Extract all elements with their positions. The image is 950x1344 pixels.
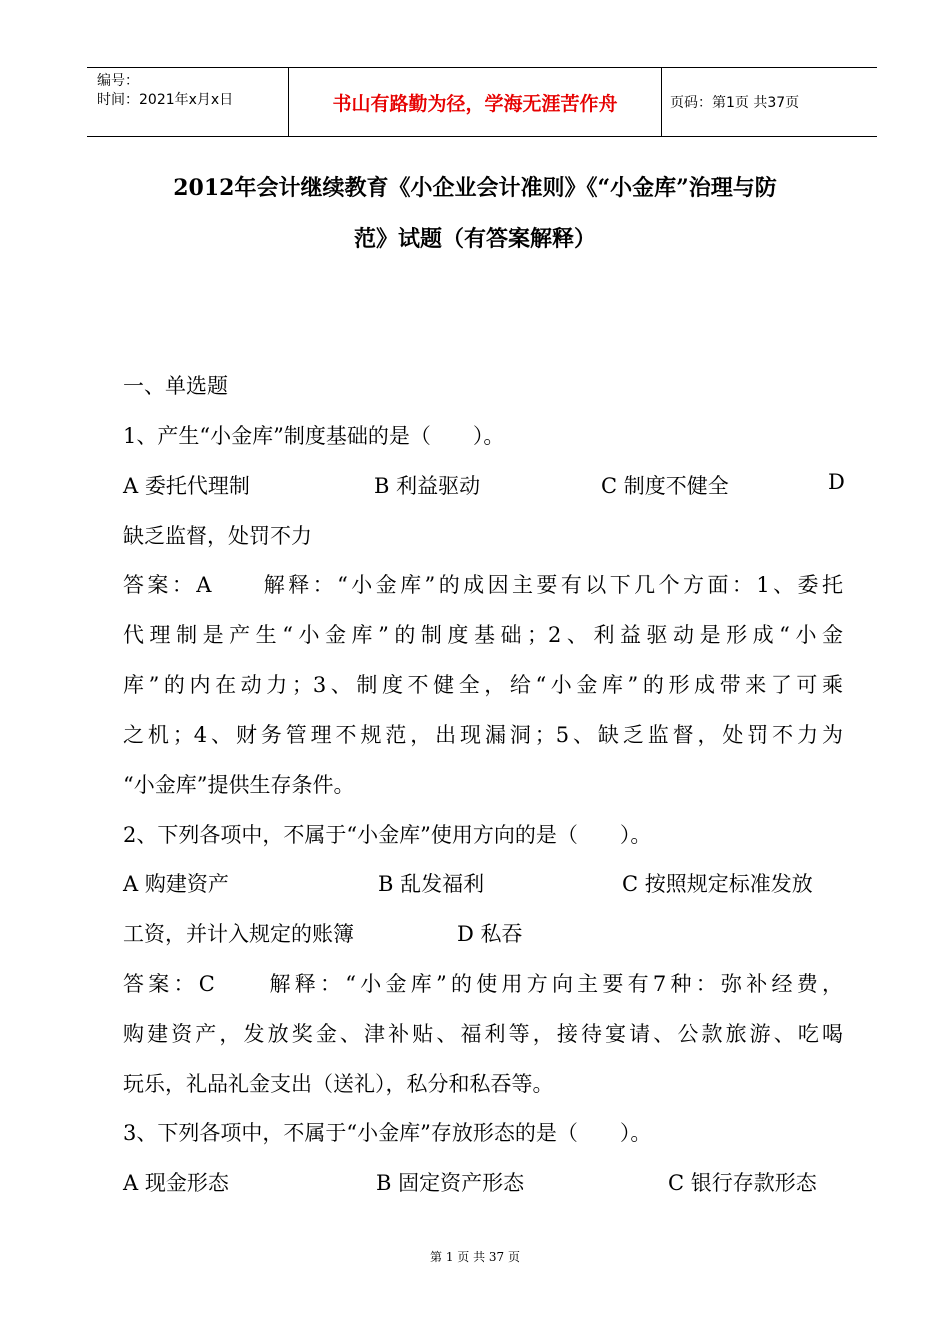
question-1-answer-line: 之机；4、财务管理不规范，出现漏洞；5、缺乏监督，处罚不力为: [123, 723, 843, 747]
question-2-options: [123, 868, 843, 898]
question-3-option-b: B 固定资产形态: [376, 1171, 525, 1195]
question-2-answer-line: 购建资产，发放奖金、津补贴、福利等，接待宴请、公款旅游、吃喝: [123, 1022, 843, 1046]
question-3-stem: 3、下列各项中，不属于“小金库”存放形态的是（ ）。: [123, 1121, 652, 1145]
question-2-option-d: D 私吞: [457, 922, 523, 946]
question-2-answer-line: 玩乐，礼品礼金支出（送礼），私分和私吞等。: [123, 1072, 554, 1096]
question-1-option-b: B 利益驱动: [374, 474, 481, 498]
question-1-answer-line: 库”的内在动力；3、制度不健全，给“小金库”的形成带来了可乘: [123, 673, 843, 697]
header-motto: 书山有路勤为径，学海无涯苦作舟: [288, 68, 662, 136]
header-meta: [87, 68, 288, 136]
question-1-options: [123, 470, 843, 500]
question-2-answer-line: 答案：C 解释：“小金库”的使用方向主要有7种：弥补经费，: [123, 972, 843, 996]
time-label: 时间：2021年x月x日: [97, 92, 234, 108]
page-footer: 第 1 页 共 37 页: [430, 1250, 520, 1264]
question-1-option-a: A 委托代理制: [123, 474, 250, 498]
question-2-option-c: C 按照规定标准发放: [622, 872, 813, 896]
question-2-options-cont: [123, 918, 843, 948]
question-2-stem: 2、下列各项中，不属于“小金库”使用方向的是（ ）。: [123, 823, 652, 847]
document-title-line-2: 范》试题（有答案解释）: [353, 226, 596, 252]
number-label: 编号：: [97, 73, 139, 89]
question-1-stem: 1、产生“小金库”制度基础的是（ ）。: [123, 424, 505, 448]
question-1-option-c: C 制度不健全: [601, 474, 729, 498]
question-1-option-d-text: 缺乏监督，处罚不力: [123, 524, 312, 548]
question-3-options: [123, 1167, 843, 1197]
question-2-option-b: B 乱发福利: [378, 872, 485, 896]
question-1-option-d: D: [828, 470, 845, 494]
question-2-option-a: A 购建资产: [123, 872, 229, 896]
question-1-answer-line: 代理制是产生“小金库”的制度基础；2、利益驱动是形成“小金: [123, 623, 843, 647]
document-header: [87, 67, 877, 137]
document-title-line-1: 2012年会计继续教育《小企业会计准则》《“小金库”治理与防: [173, 175, 777, 201]
question-3-option-c: C 银行存款形态: [668, 1171, 817, 1195]
question-2-option-c-text: 工资，并计入规定的账簿: [123, 922, 354, 946]
question-1-answer-line: 答案：A 解释：“小金库”的成因主要有以下几个方面：1、委托: [123, 573, 843, 597]
section-heading: 一、单选题: [123, 374, 228, 398]
question-1-answer-line: “小金库”提供生存条件。: [123, 773, 355, 797]
question-3-option-a: A 现金形态: [123, 1171, 229, 1195]
header-page-info: 页码：第1页 共37页: [670, 95, 800, 111]
